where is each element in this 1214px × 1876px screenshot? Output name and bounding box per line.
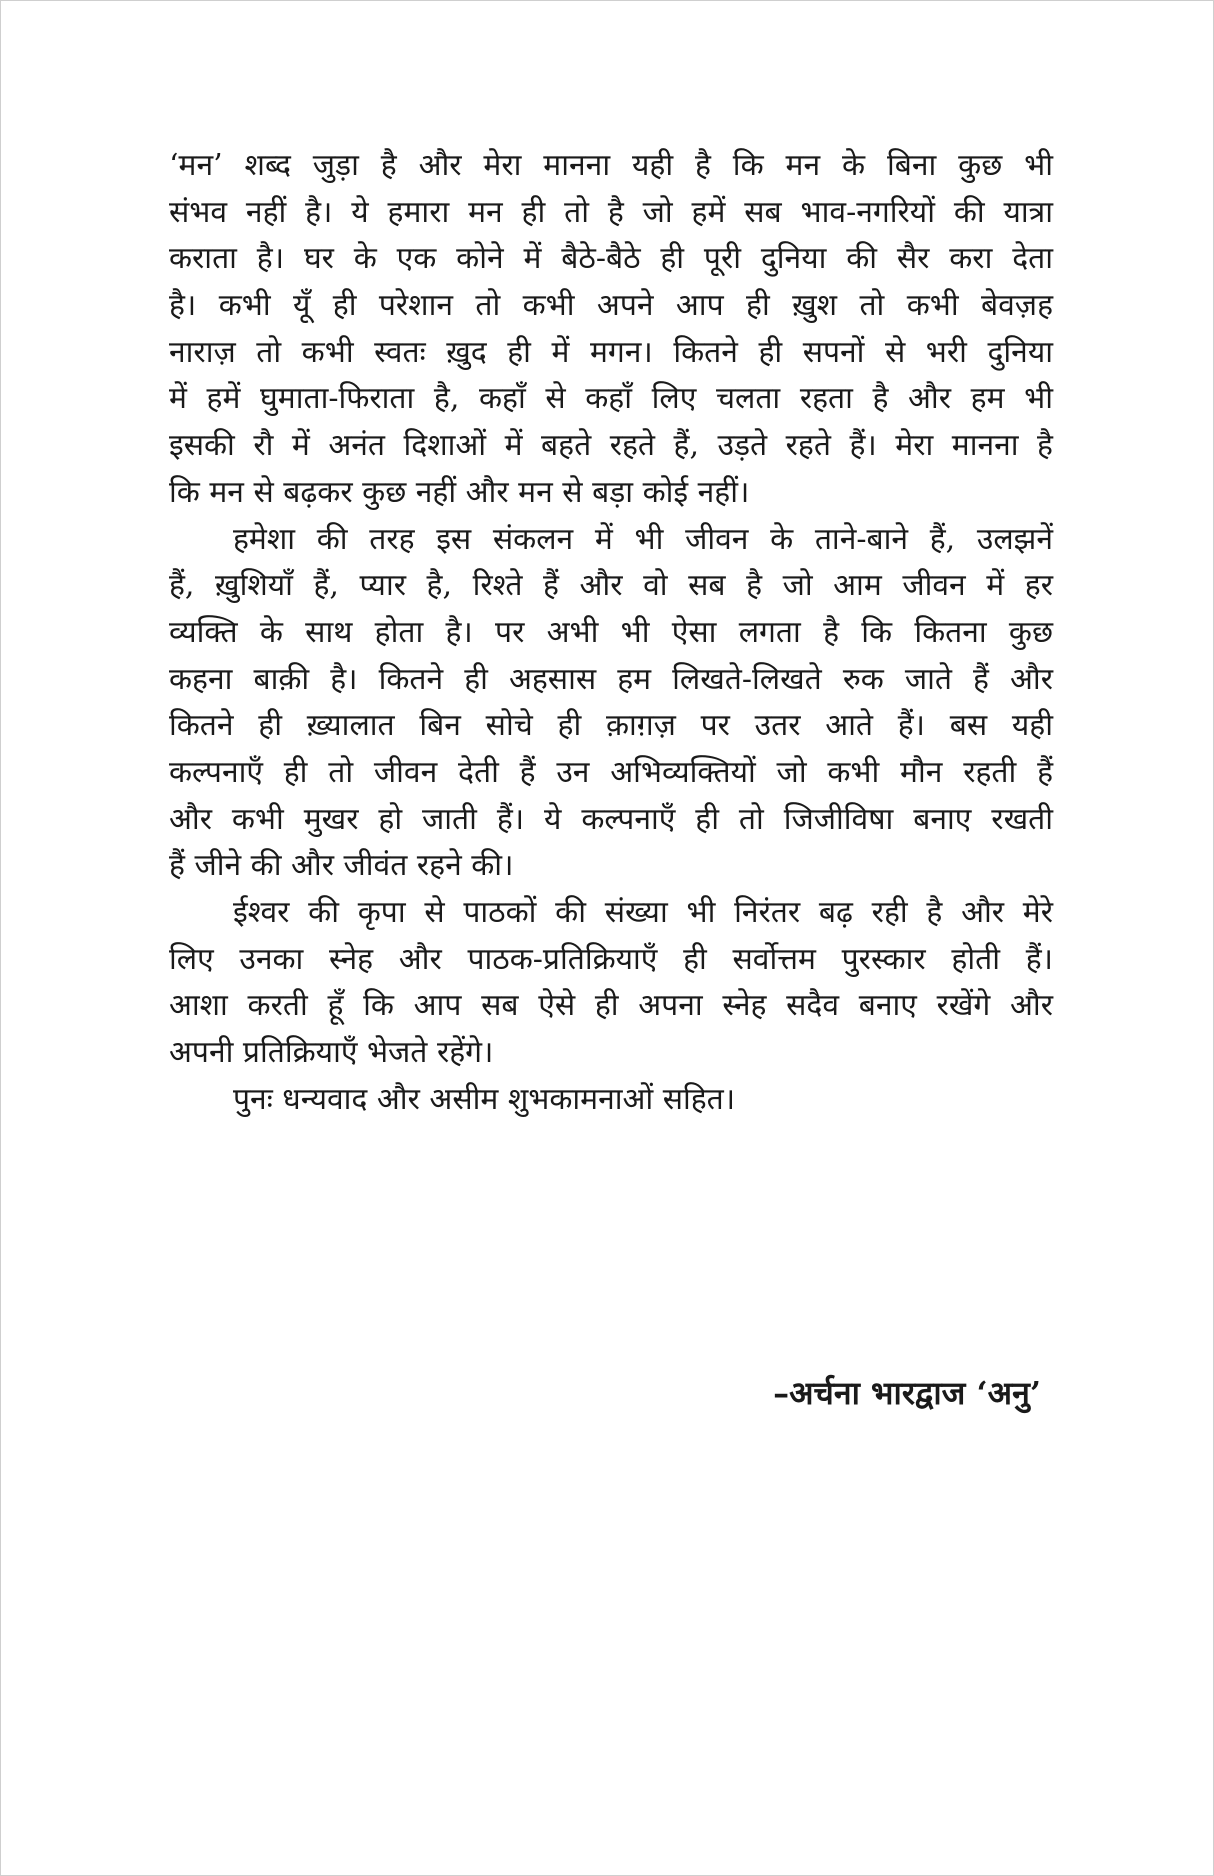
text-line: लिए उनका स्नेह और पाठक-प्रतिक्रियाएँ ही सर्वोत्तम पुरस्कार होती हैं।: [169, 941, 1053, 977]
text-line: और कभी मुखर हो जाती हैं। ये कल्पनाएँ ही तो जिजीविषा बनाए रखती: [169, 801, 1053, 837]
text-line: अपनी प्रतिक्रियाएँ भेजते रहेंगे।: [169, 1035, 494, 1071]
text-line: नाराज़ तो कभी स्वतः ख़ुद ही में मगन। कितने ही सपनों से भरी दुनिया: [169, 334, 1053, 370]
text-line: हैं जीने की और जीवंत रहने की।: [169, 848, 514, 884]
text-line: ‘मन’ शब्द जुड़ा है और मेरा मानना यही है कि मन के बिना कुछ भी: [169, 148, 1053, 183]
author-signature: –अर्चना भारद्वाज ‘अनु’: [773, 1374, 1041, 1412]
text-line: पुनः धन्यवाद और असीम शुभकामनाओं सहित।: [233, 1081, 736, 1117]
text-line: इसकी रौ में अनंत दिशाओं में बहते रहते हैं, उड़ते रहते हैं। मेरा मानना है: [169, 428, 1053, 464]
text-line: व्यक्ति के साथ होता है। पर अभी भी ऐसा लगता है कि कितना कुछ: [169, 614, 1053, 650]
text-line: हमेशा की तरह इस संकलन में भी जीवन के ताने-बाने हैं, उलझनें: [233, 521, 1053, 557]
text-line: संभव नहीं है। ये हमारा मन ही तो है जो हमें सब भाव-नगरियों की यात्रा: [169, 194, 1053, 230]
text-line: ईश्वर की कृपा से पाठकों की संख्या भी निरंतर बढ़ रही है और मेरे: [233, 895, 1053, 930]
text-line: में हमें घुमाता-फिराता है, कहाँ से कहाँ लिए चलता रहता है और हम भी: [169, 381, 1053, 417]
text-line: है। कभी यूँ ही परेशान तो कभी अपने आप ही ख़ुश तो कभी बेवज़ह: [169, 288, 1053, 324]
text-line: कराता है। घर के एक कोने में बैठे-बैठे ही पूरी दुनिया की सैर करा देता: [169, 241, 1053, 277]
text-line: कहना बाक़ी है। कितने ही अहसास हम लिखते-लिखते रुक जाते हैं और: [169, 661, 1053, 697]
text-line: आशा करती हूँ कि आप सब ऐसे ही अपना स्नेह सदैव बनाए रखेंगे और: [169, 988, 1053, 1024]
text-line: हैं, ख़ुशियाँ हैं, प्यार है, रिश्ते हैं और वो सब है जो आम जीवन में हर: [169, 568, 1053, 604]
text-line: कल्पनाएँ ही तो जीवन देती हैं उन अभिव्यक्तियों जो कभी मौन रहती हैं: [169, 754, 1053, 790]
text-line: कि मन से बढ़कर कुछ नहीं और मन से बड़ा कोई नहीं।: [169, 474, 750, 510]
text-line: कितने ही ख़्यालात बिन सोचे ही क़ाग़ज़ पर उतर आते हैं। बस यही: [169, 708, 1053, 744]
body-text: [169, 143, 1053, 1123]
